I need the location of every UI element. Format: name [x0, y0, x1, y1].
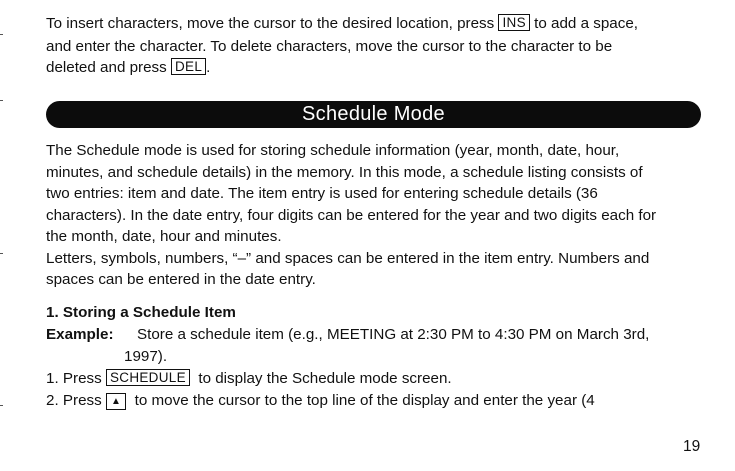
scan-mark [0, 34, 3, 35]
body-line: minutes, and schedule details) in the memory. In this mode, a schedule listing consists of [46, 164, 643, 181]
intro-line-2: and enter the character. To delete characters, move the cursor to the character to be [46, 38, 613, 55]
intro-text: To insert characters, move the cursor to the desired location, press [46, 15, 495, 32]
example-line-1 [46, 325, 114, 345]
body-line: spaces can be entered in the date entry. [46, 271, 316, 288]
ins-key: INS [498, 14, 529, 31]
example-text-1: Store a schedule item (e.g., MEETING at 2:30 PM to 4:30 PM on March 3rd, [137, 326, 650, 343]
step-1 [46, 369, 452, 389]
intro-text: to add a space, [534, 15, 638, 32]
scan-mark [0, 253, 3, 254]
step-number: 1. [46, 370, 59, 387]
body-line: the month, date, hour and minutes. [46, 228, 282, 245]
section-title: Schedule Mode [302, 103, 445, 125]
intro-line-1 [46, 14, 638, 34]
section-banner [46, 101, 701, 128]
step-number: 2. [46, 392, 59, 409]
body-line: two entries: item and date. The item entry is used for entering schedule details (36 [46, 185, 598, 202]
step-text: to display the Schedule mode screen. [198, 370, 452, 387]
intro-text: deleted and press [46, 59, 167, 76]
example-text-2: 1997). [124, 348, 168, 365]
example-label: Example: [46, 326, 114, 343]
subsection-title: 1. Storing a Schedule Item [46, 304, 236, 321]
scan-mark [0, 100, 3, 101]
step-verb: Press [62, 370, 102, 387]
step-text: to move the cursor to the top line of the display and enter the year (4 [134, 392, 595, 409]
schedule-key: SCHEDULE [106, 369, 190, 386]
del-key: DEL [171, 58, 206, 75]
intro-text: . [206, 59, 211, 76]
body-line: characters). In the date entry, four digits can be entered for the year and two digits each for [46, 207, 657, 224]
step-2 [46, 391, 595, 411]
page-number: 19 [683, 438, 701, 455]
intro-line-3 [46, 58, 210, 78]
body-line: The Schedule mode is used for storing schedule information (year, month, date, hour, [46, 142, 620, 159]
up-arrow-key-icon: ▲ [106, 393, 126, 410]
scan-mark [0, 405, 3, 406]
step-verb: Press [62, 392, 102, 409]
body-line: Letters, symbols, numbers, “–” and spaces can be entered in the item entry. Numbers and [46, 250, 650, 267]
